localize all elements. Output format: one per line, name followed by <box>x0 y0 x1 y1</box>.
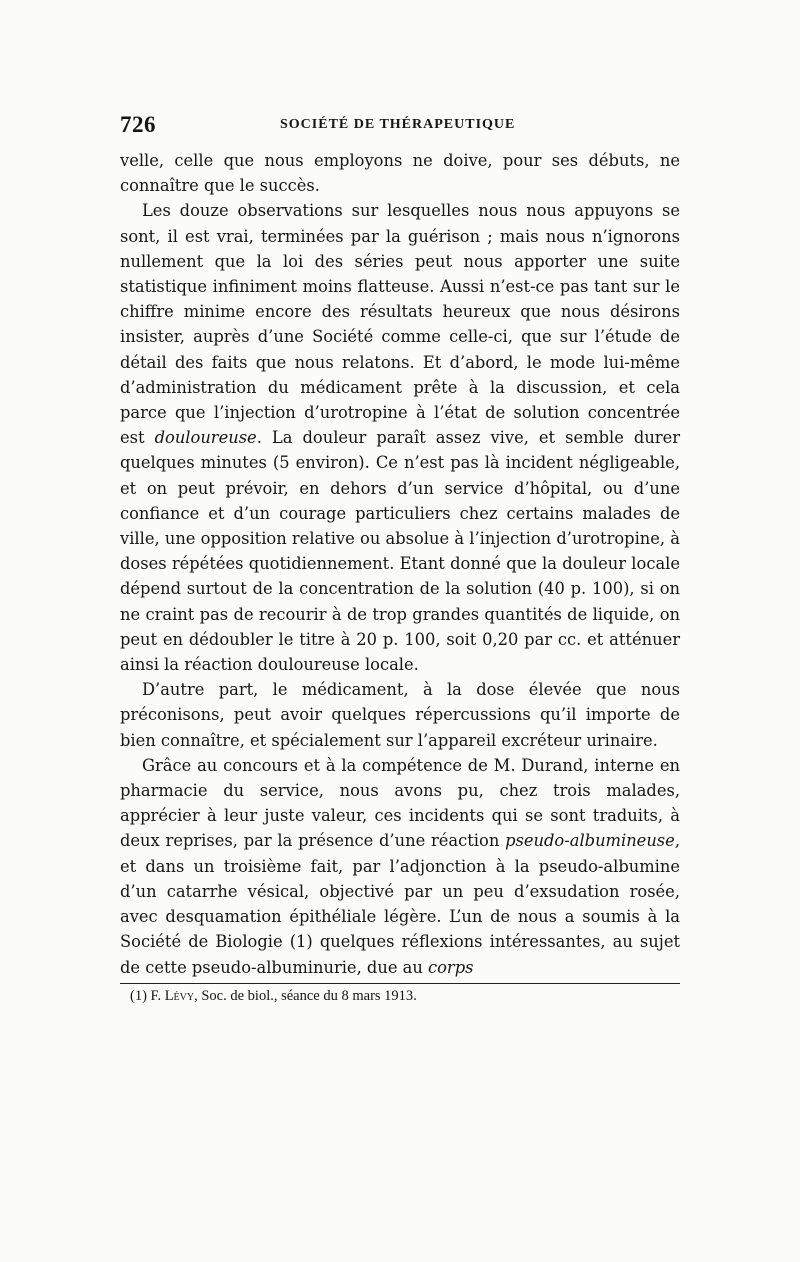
text-run: Les douze observations sur lesquelles nous nous appuyons se sont, il est vrai, terminées par la guérison ; mais nous n’ignorons nullement que la loi des séries peut nous apporter une suite statistique infiniment moins flatteuse. Aussi n’est-ce pas tant sur le chiffre minime encore des résultats heureux que nous désirons insister, auprès d’une Société comme celle-ci, que sur l’étude de détail des faits que nous relatons. Et d’abord, le mode lui-même d’administration du médicament prête à la discussion, et cela parce que l’injection d’urotropine à l’état de solution concentrée est <box>120 201 680 448</box>
paragraph-3 <box>120 677 680 753</box>
text-run: , et dans un troisième fait, par l’adjonction à la pseudo-albumine d’un catarrhe vésical, objectivé par un peu d’exsudation rosée, avec desquamation épithéliale légère. L’un de nous a soumis à la Société de Biologie (1) quelques réflexions intéressantes, au sujet de cette pseudo-albuminurie, due au <box>120 831 680 977</box>
text-run: . La douleur paraît assez vive, et semble durer quelques minutes (5 environ). Ce n’est pas là incident négligeable, et on peut prévoir, en dehors d’un service d’hôpital, ou d’une confiance et d’un courage particuliers chez certains malades de ville, une opposition relative ou absolue à l’injection d’urotropine, à doses répétées quotidiennement. Etant donné que la douleur locale dépend surtout de la concentration de la solution (40 p. 100), si on ne craint pas de recourir à de trop grandes quantités de liquide, on peut en dédoubler le titre à 20 p. 100, soit 0,20 par cc. et atténuer ainsi la réaction douloureuse locale. <box>120 428 680 675</box>
page-number: 726 <box>120 112 156 137</box>
footnote-text: Soc. de biol., séance du 8 mars 1913. <box>201 987 417 1004</box>
footnote-marker: (1) <box>130 987 147 1004</box>
footnote-author: F. Lévy <box>150 987 195 1004</box>
running-title: SOCIÉTÉ DE THÉRAPEUTIQUE <box>280 117 516 132</box>
italic-run: douloureuse <box>154 428 257 448</box>
italic-run: corps <box>428 957 474 977</box>
footnote-comma: , <box>194 987 202 1004</box>
page-header <box>120 112 680 142</box>
footnote <box>130 988 680 1005</box>
page <box>120 112 680 1005</box>
text-run: velle, celle que nous employons ne doive, pour ses débuts, ne connaître que le succès. <box>120 151 680 196</box>
text-run: Grâce au concours et à la compétence de M. Durand, interne en pharmacie du service, nous avons pu, chez trois malades, apprécier à leur juste valeur, ces incidents qui se sont traduits, à deux reprises, par la présence d’une réaction <box>120 755 680 851</box>
italic-run: pseudo-albumineuse <box>505 831 675 851</box>
body-text <box>120 148 680 980</box>
text-run: D’autre part, le médicament, à la dose élevée que nous préconisons, peut avoir quelques répercussions qu’il importe de bien connaître, et spécialement sur l’appareil excréteur urinaire. <box>120 680 680 750</box>
paragraph-4 <box>120 753 680 980</box>
paragraph-1 <box>120 148 680 198</box>
paragraph-2 <box>120 198 680 677</box>
footnote-rule <box>120 983 680 984</box>
